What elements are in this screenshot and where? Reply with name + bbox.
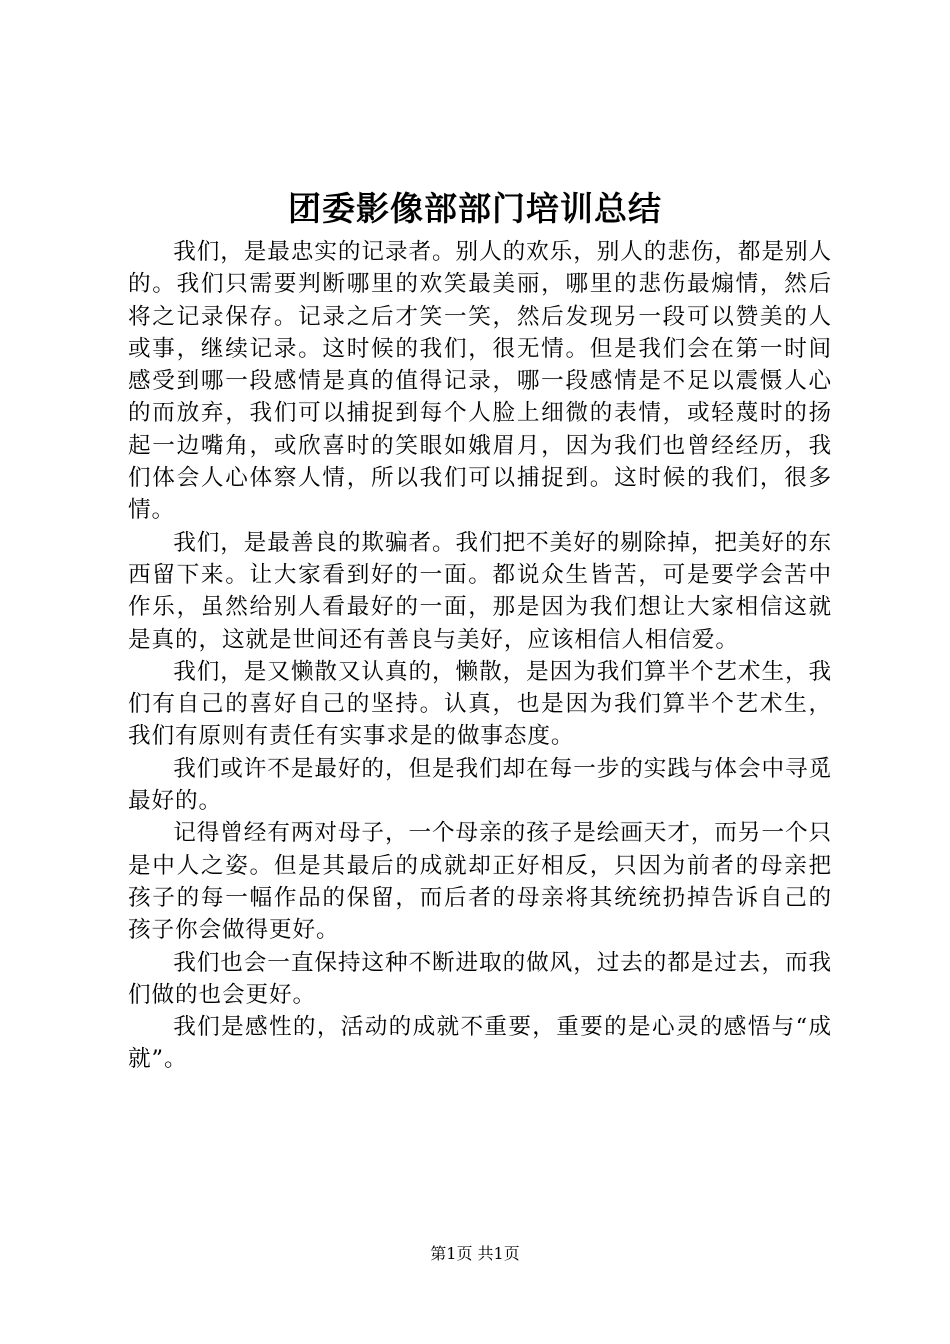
paragraph-3: 我们，是又懒散又认真的，懒散，是因为我们算半个艺术生，我们有自己的喜好自己的坚持。认真，也是因为我们算半个艺术生，我们有原则有责任有实事求是的做事态度。 xyxy=(128,658,832,750)
document-body xyxy=(128,236,832,1076)
paragraph-5: 记得曾经有两对母子，一个母亲的孩子是绘画天才，而另一个只是中人之姿。但是其最后的成就却正好相反，只因为前者的母亲把孩子的每一幅作品的保留，而后者的母亲将其统统扔掉告诉自己的孩子你会做得更好。 xyxy=(128,820,832,944)
paragraph-7: 我们是感性的，活动的成就不重要，重要的是心灵的感悟与“成就”。 xyxy=(128,1014,833,1073)
document-title: 团委影像部部门培训总结 xyxy=(288,189,662,228)
paragraph-4: 我们或许不是最好的，但是我们却在每一步的实践与体会中寻觅最好的。 xyxy=(128,755,832,815)
paragraph-1: 我们，是最忠实的记录者。别人的欢乐，别人的悲伤，都是别人的。我们只需要判断哪里的欢笑最美丽，哪里的悲伤最煽情，然后将之记录保存。记录之后才笑一笑，然后发现另一段可以赞美的人或事，继续记录。这时候的我们，很无情。但是我们会在第一时间感受到哪一段感情是真的值得记录，哪一段感情是不足以震慑人心的而放弃，我们可以捕捉到每个人脸上细微的表情，或轻蔑时的扬起一边嘴角，或欣喜时的笑眼如娥眉月，因为我们也曾经经历，我们体会人心体察人情，所以我们可以捕捉到。这时候的我们，很多情。 xyxy=(128,239,832,524)
paragraph-6: 我们也会一直保持这种不断进取的做风，过去的都是过去，而我们做的也会更好。 xyxy=(128,949,832,1008)
paragraph-2: 我们，是最善良的欺骗者。我们把不美好的剔除掉，把美好的东西留下来。让大家看到好的一面。都说众生皆苦，可是要学会苦中作乐，虽然给别人看最好的一面，那是因为我们想让大家相信这就是真的，这就是世间还有善良与美好，应该相信人相信爱。 xyxy=(128,529,832,653)
page-footer: 第1页 共1页 xyxy=(430,1244,520,1263)
